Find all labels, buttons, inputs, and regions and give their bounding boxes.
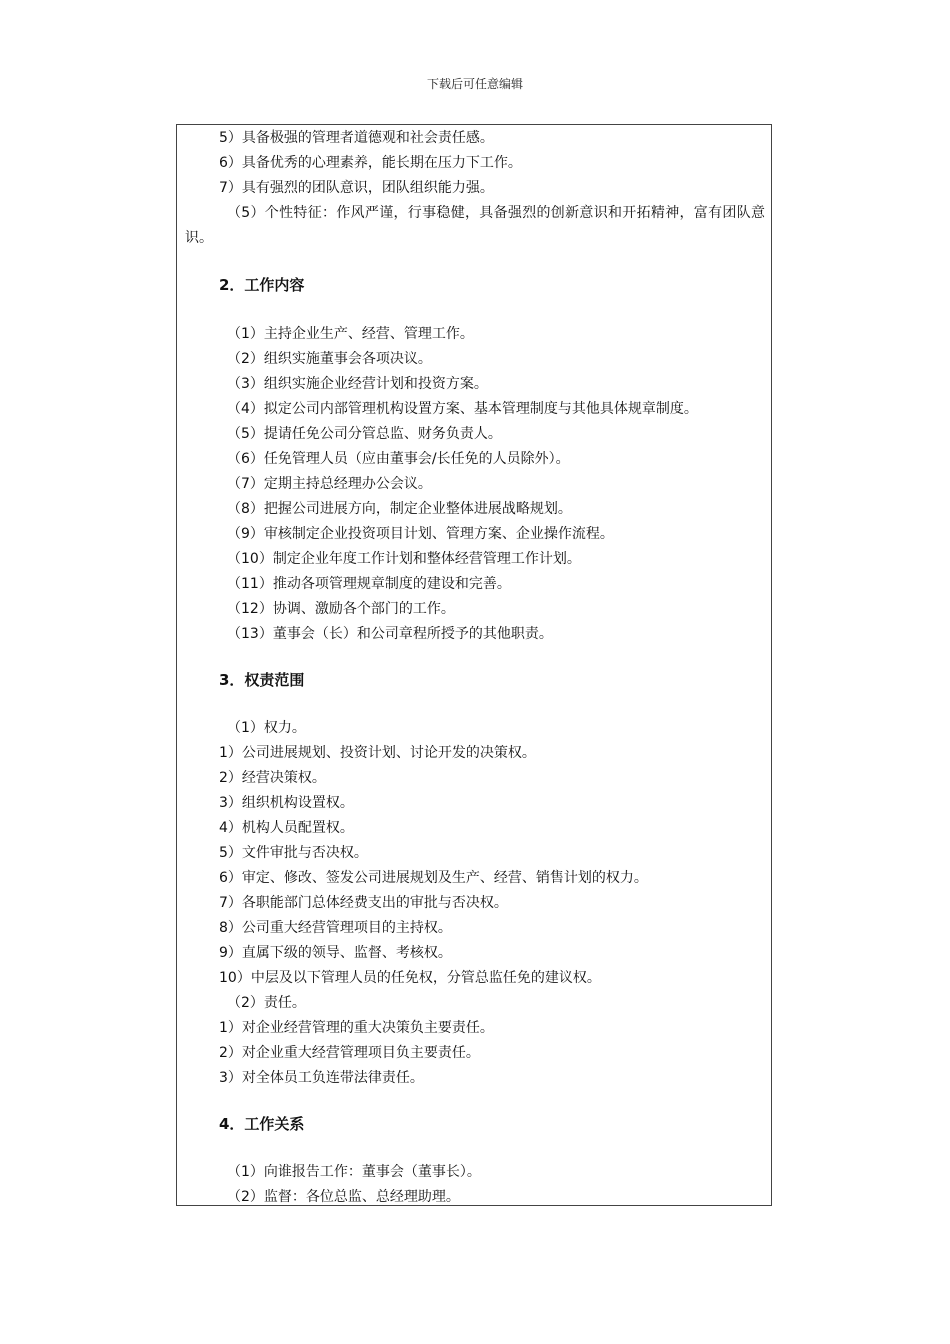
- personality-paragraph: （5）个性特征：作风严谨，行事稳健，具备强烈的创新意识和开拓精神，富有团队意识。: [185, 205, 765, 246]
- section-heading-work-relations: 4．工作关系: [219, 1115, 305, 1133]
- list-item: （2）监督：各位总监、总经理助理。: [227, 1189, 460, 1205]
- list-item: （6）任免管理人员（应由董事会/长任免的人员除外）。: [227, 451, 570, 467]
- list-item: 3）对全体员工负连带法律责任。: [219, 1070, 424, 1086]
- list-item: 10）中层及以下管理人员的任免权，分管总监任免的建议权。: [219, 970, 601, 986]
- list-item: 2）对企业重大经营管理项目负主要责任。: [219, 1045, 480, 1061]
- list-item: 8）公司重大经营管理项目的主持权。: [219, 920, 452, 936]
- list-item: （12）协调、激励各个部门的工作。: [227, 601, 455, 617]
- list-item: 1）公司进展规划、投资计划、讨论开发的决策权。: [219, 745, 536, 761]
- subsection-title-power: （1）权力。: [227, 720, 306, 736]
- list-item: （13）董事会（长）和公司章程所授予的其他职责。: [227, 626, 553, 642]
- list-item: 4）机构人员配置权。: [219, 820, 354, 836]
- list-item: 2）经营决策权。: [219, 770, 326, 786]
- list-item: （10）制定企业年度工作计划和整体经营管理工作计划。: [227, 551, 581, 567]
- list-item: （5）提请任免公司分管总监、财务负责人。: [227, 426, 502, 442]
- list-item: 1）对企业经营管理的重大决策负主要责任。: [219, 1020, 494, 1036]
- list-item: （1）向谁报告工作：董事会（董事长）。: [227, 1164, 481, 1180]
- list-item: （11）推动各项管理规章制度的建设和完善。: [227, 576, 511, 592]
- list-item: （4）拟定公司内部管理机构设置方案、基本管理制度与其他具体规章制度。: [227, 401, 698, 417]
- list-item: 5）文件审批与否决权。: [219, 845, 368, 861]
- list-item: 5）具备极强的管理者道德观和社会责任感。: [219, 130, 494, 146]
- list-item: 7）具有强烈的团队意识，团队组织能力强。: [219, 180, 494, 196]
- list-item: 9）直属下级的领导、监督、考核权。: [219, 945, 452, 961]
- list-item: 7）各职能部门总体经费支出的审批与否决权。: [219, 895, 508, 911]
- document-content-box: [176, 124, 772, 1206]
- list-item: （7）定期主持总经理办公会议。: [227, 476, 432, 492]
- section-heading-work-content: 2．工作内容: [219, 276, 305, 294]
- list-item: （2）组织实施董事会各项决议。: [227, 351, 432, 367]
- list-item: 3）组织机构设置权。: [219, 795, 354, 811]
- list-item: 6）审定、修改、签发公司进展规划及生产、经营、销售计划的权力。: [219, 870, 648, 886]
- subsection-title-responsibility: （2）责任。: [227, 995, 306, 1011]
- list-item: （1）主持企业生产、经营、管理工作。: [227, 326, 474, 342]
- header-note: 下载后可任意编辑: [426, 77, 523, 91]
- list-item: （9）审核制定企业投资项目计划、管理方案、企业操作流程。: [227, 526, 614, 542]
- list-item: （3）组织实施企业经营计划和投资方案。: [227, 376, 488, 392]
- section-heading-authority-scope: 3．权责范围: [219, 671, 305, 689]
- list-item: （8）把握公司进展方向，制定企业整体进展战略规划。: [227, 501, 572, 517]
- list-item: 6）具备优秀的心理素养，能长期在压力下工作。: [219, 155, 522, 171]
